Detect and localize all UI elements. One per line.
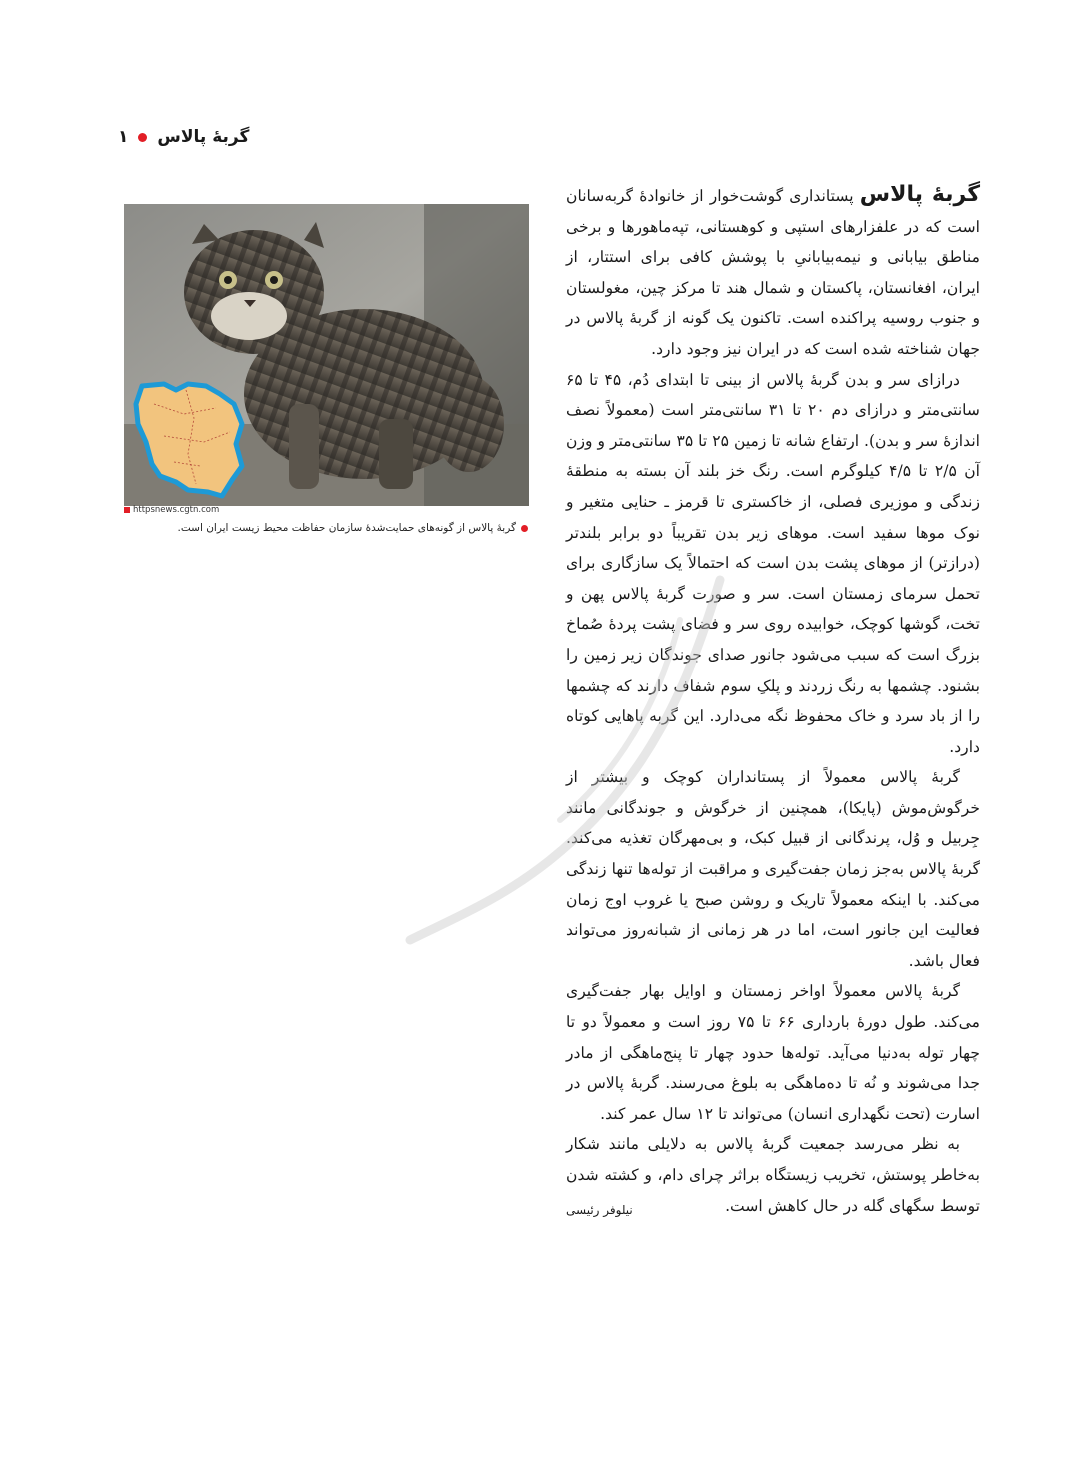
credit-marker-icon xyxy=(124,507,130,513)
paragraph-threats xyxy=(566,1129,980,1221)
credit-text: httpsnews.cgtn.com xyxy=(133,505,220,515)
header-title: گربهٔ پالاس xyxy=(157,127,250,147)
paragraph-threats-text: به نظر می‌رسد جمعیت گربهٔ پالاس به دلایلی مانند شکار به‌خاطر پوستش، تخریب زیستگاه براثر چرای دام، و کشته شدن توسط سگهای گله در حال کاهش است. xyxy=(566,1135,980,1215)
cat-illustration xyxy=(124,204,529,506)
paragraph-reproduction: گربهٔ پالاس معمولاً اواخر زمستان و اوایل بهار جفت‌گیری می‌کند. طول دورهٔ بارداری ۶۶ تا ۷۵ روز است و معمولاً دو تا چهار توله به‌دنیا می‌آید. توله‌ها حدود چهار تا پنج‌ماهگی از مادر جدا می‌شوند و نُه تا ده‌ماهگی به بلوغ می‌رسند. گربهٔ پالاس در اسارت (تحت نگهداری انسان) می‌تواند تا ۱۲ سال عمر کند. xyxy=(566,982,980,1123)
author-signature: نیلوفر رئیسی xyxy=(566,1202,633,1217)
paragraph-intro xyxy=(566,180,980,365)
paragraph-anatomy: درازای سر و بدن گربهٔ پالاس از بینی تا ابتدای دُم، ۴۵ تا ۶۵ سانتی‌متر و درازای دم ۲۰ تا ۳۱ سانتی‌متر است (معمولاً نصف اندازهٔ سر و بدن). ارتفاع شانه تا زمین ۲۵ تا ۳۵ سانتی‌متر و وزن آن ۲/۵ تا ۴/۵ کیلوگرم است. رنگ خز بلند آن بسته به منطقهٔ زندگی و موزیری فصلی، از خاکستری تا قرمز ـ حنایی متغیر و نوک موها سفید است. موهای زیر بدن تقریباً دو برابر بلندتر (درازتر) از موهای پشت بدن است که احتمالاً یک سازگاری برای تحمل سرمای زمستان است. سر و صورت گربهٔ پالاس پهن و تخت، گوشها کوچک، خوابیده روی سر و فضای پشت پردهٔ صُماخ بزرگ است که سبب می‌شود جانور صدای جوندگان زیر زمین را بشنود. چشمها به رنگ زردند و پلکِ سوم شفاف دارند که چشمها را از باد سرد و خاک محفوظ نگه می‌دارد. این گربه پاهایی کوتاه دارد. xyxy=(566,370,980,756)
caption-text: گربهٔ پالاس از گونه‌های حمایت‌شدهٔ سازمان حفاظت محیط زیست ایران است. xyxy=(177,522,516,534)
photo-credit xyxy=(124,505,219,515)
lead-term: گربهٔ پالاس xyxy=(859,182,980,207)
figure-caption xyxy=(178,522,528,534)
article-body xyxy=(566,180,980,1225)
pallas-cat-photo xyxy=(124,204,529,506)
caption-bullet-icon xyxy=(521,525,528,532)
bullet-icon xyxy=(138,133,147,142)
paragraph-intro-text: پستانداری گوشت‌خوار از خانوادهٔ گربه‌سانان است که در علفزارهای استپی و کوهستانی، تپه‌ماهورها و برخی مناطق بیابانی و نیمه‌بیابانیِ با پوشش کافی برای استتار، از ایران، افغانستان، پاکستان و شمال هند تا مرکز چین، مغولستان و جنوب روسیه پراکنده است. تاکنون یک گونه از گربهٔ پالاس در جهان شناخته شده است که در ایران نیز وجود دارد. xyxy=(566,187,980,358)
running-header xyxy=(118,122,249,152)
page-number: ۱ xyxy=(118,127,129,147)
paragraph-diet: گربهٔ پالاس معمولاً از پستانداران کوچک و بیشتر از خرگوش‌موش (پایکا)، همچنین از خرگوش و جوندگانی مانند جِربیل و وُل، پرندگانی از قبیل کبک، و بی‌مهرگان تغذیه می‌کند. گربهٔ پالاس به‌جز زمان جفت‌گیری و مراقبت از توله‌ها تنها زندگی می‌کند. با اینکه معمولاً تاریک و روشن صبح یا غروب اوج زمان فعالیت این جانور است، اما در هر زمانی از شبانه‌روز می‌تواند فعال باشد. xyxy=(566,768,980,970)
